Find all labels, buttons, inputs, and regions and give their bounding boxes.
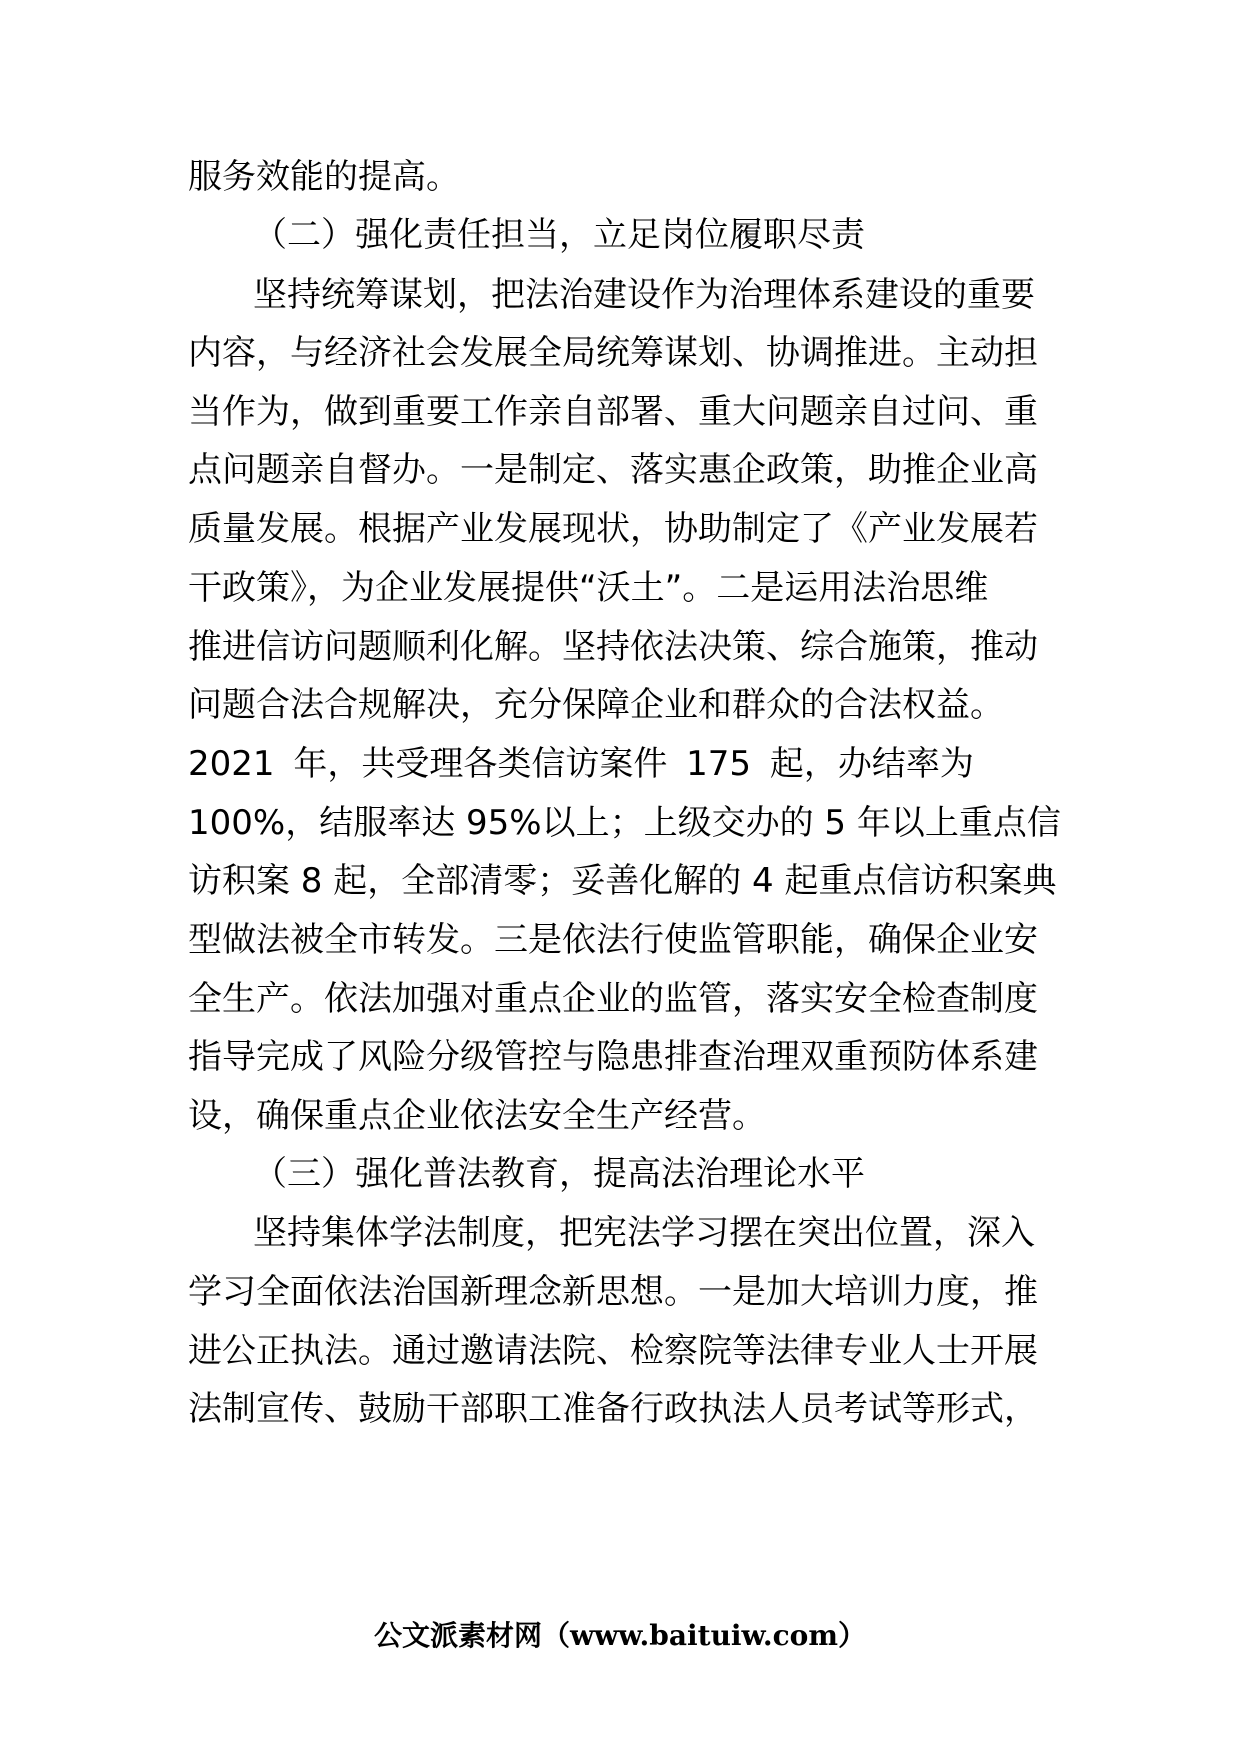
text-line: 指导完成了风险分级管控与隐患排查治理双重预防体系建 — [188, 1037, 1038, 1077]
text-line: 质量发展。根据产业发展现状，协助制定了《产业发展若 — [188, 509, 1038, 549]
text-line: 坚持统筹谋划，把法治建设作为治理体系建设的重要 — [253, 275, 1035, 315]
text-line: 2021 年，共受理各类信访案件 175 起，办结率为 — [188, 744, 974, 784]
text-line: 内容，与经济社会发展全局统筹谋划、协调推进。主动担 — [188, 333, 1038, 373]
text-line: 服务效能的提高。 — [188, 157, 460, 197]
text-line: 推进信访问题顺利化解。坚持依法决策、综合施策，推动 — [188, 627, 1038, 667]
text-line: 全生产。依法加强对重点企业的监管，落实安全检查制度 — [188, 979, 1038, 1019]
text-line: 100%，结服率达 95%以上；上级交办的 5 年以上重点信 — [188, 803, 1061, 843]
text-line: 进公正执法。通过邀请法院、检察院等法律专业人士开展 — [188, 1331, 1038, 1371]
text-line: 当作为，做到重要工作亲自部署、重大问题亲自过问、重 — [188, 392, 1038, 432]
section-heading-3: （三）强化普法教育，提高法治理论水平 — [253, 1154, 865, 1194]
text-line: 学习全面依法治国新理念新思想。一是加大培训力度，推 — [188, 1272, 1038, 1312]
text-line: 坚持集体学法制度，把宪法学习摆在突出位置，深入 — [253, 1213, 1035, 1253]
text-line: 问题合法合规解决，充分保障企业和群众的合法权益。 — [188, 685, 1004, 725]
section-heading-2: （二）强化责任担当，立足岗位履职尽责 — [253, 215, 865, 255]
text-line: 点问题亲自督办。一是制定、落实惠企政策，助推企业高 — [188, 450, 1038, 490]
text-line: 干政策》，为企业发展提供“沃土”。二是运用法治思维 — [188, 568, 989, 608]
text-line: 设，确保重点企业依法安全生产经营。 — [188, 1096, 766, 1136]
text-line: 型做法被全市转发。三是依法行使监管职能，确保企业安 — [188, 920, 1038, 960]
text-line: 访积案 8 起，全部清零；妥善化解的 4 起重点信访积案典 — [188, 861, 1057, 901]
text-line: 法制宣传、鼓励干部职工准备行政执法人员考试等形式， — [188, 1389, 1038, 1429]
page-footer: 公文派素材网（www.baituiw.com） — [374, 1619, 866, 1652]
